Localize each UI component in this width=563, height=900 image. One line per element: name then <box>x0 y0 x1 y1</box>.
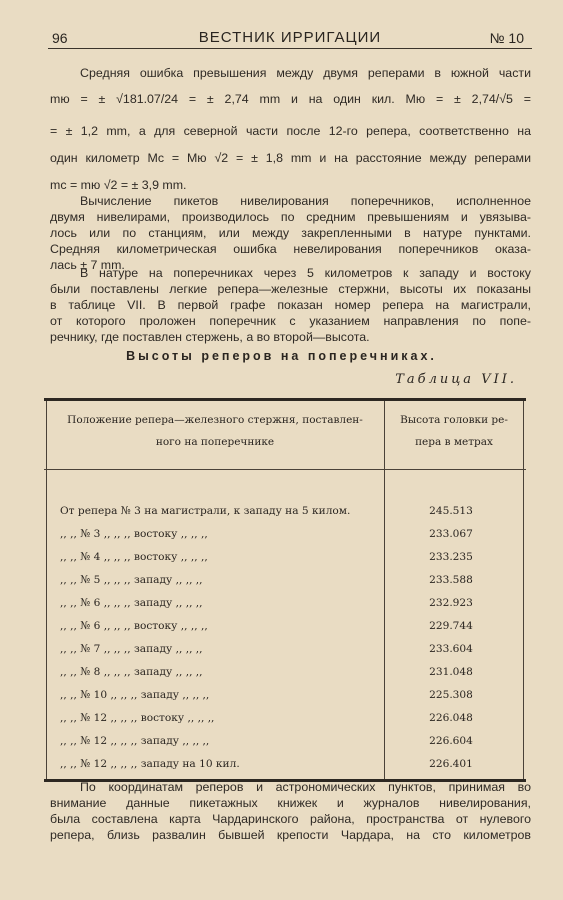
paragraph2-line: лось или по станциям, или между закрепленными в натуре пунктами. <box>50 226 531 240</box>
paragraph3-line: В натуре на поперечниках через 5 километров к западу и востоку <box>80 266 531 280</box>
paragraph2-line: двумя нивелирами, производилось по средним превышениям и увязыва- <box>50 210 531 224</box>
paragraph1-line: один километр Mс = Mю √2 = ± 1,8 mm и на расстояние между реперами <box>50 151 531 165</box>
paragraph1-line: mс = mю √2 = ± 3,9 mm. <box>50 178 187 192</box>
paragraph3-line: были поставлены легкие репера—железные стержни, высоты их показаны <box>50 282 531 296</box>
paragraph2-line: лась ± 7 mm. <box>50 258 125 272</box>
table-row: ,, ,, № 4 ,, ,, ,, востоку ,, ,, ,, 233.235 <box>60 551 473 563</box>
paragraph2-line: Средняя километрическая ошибка невелирования поперечников оказа- <box>50 242 531 256</box>
paragraph4-line: была составлена карта Чардаринского района, пространства от нулевого <box>50 812 531 826</box>
paragraph3-line: речнику, где поставлен стержень, а во второй—высота. <box>50 330 370 344</box>
page-number: 96 <box>52 30 68 46</box>
table-row: ,, ,, № 10 ,, ,, ,, западу ,, ,, ,, 225.308 <box>60 689 473 701</box>
paragraph4-line: По координатам реперов и астрономических пунктов, принимая во <box>80 780 531 794</box>
table-row: ,, ,, № 8 ,, ,, ,, западу ,, ,, ,, 231.048 <box>60 666 473 678</box>
table-row: ,, ,, № 6 ,, ,, ,, западу ,, ,, ,, 232.923 <box>60 597 473 609</box>
column-header-position: Положение репера—железного стержня, поставлен- ного на поперечнике <box>67 414 363 448</box>
paragraph4-line: внимание данные пикетажных книжек и журналов нивелирования, <box>50 796 531 810</box>
table-row: ,, ,, № 3 ,, ,, ,, востоку ,, ,, ,, 233.067 <box>60 528 473 540</box>
table-title: Высоты реперов на поперечниках. <box>126 349 437 363</box>
paragraph3-line: в таблице VII. В первой графе показан номер репера на магистрали, <box>50 298 531 312</box>
paragraph1-line: = ± 1,2 mm, а для северной части после 12-го репера, соответственно на <box>50 124 531 138</box>
page-header <box>48 28 532 49</box>
table-label: Таблица VII. <box>395 372 517 387</box>
issue-number: № 10 <box>489 30 524 46</box>
table-row: ,, ,, № 12 ,, ,, ,, западу на 10 кил. 226.401 <box>60 758 473 770</box>
table-row: ,, ,, № 5 ,, ,, ,, западу ,, ,, ,, 233.588 <box>60 574 473 586</box>
column-header-height: Высота головки ре- пера в метрах <box>400 414 508 448</box>
table-header-divider <box>44 469 526 470</box>
table-row: ,, ,, № 12 ,, ,, ,, востоку ,, ,, ,, 226.048 <box>60 712 473 724</box>
table-row: ,, ,, № 7 ,, ,, ,, западу ,, ,, ,, 233.604 <box>60 643 473 655</box>
heights-table <box>44 398 526 782</box>
paragraph2-line: Вычисление пикетов нивелирования поперечников, исполненное <box>80 194 531 208</box>
table-row: ,, ,, № 12 ,, ,, ,, западу ,, ,, ,, 226.604 <box>60 735 473 747</box>
paragraph3-line: от которого проложен поперечник с указанием направления по попе- <box>50 314 531 328</box>
paragraph1-line: Средняя ошибка превышения между двумя реперами в южной части <box>80 66 531 80</box>
table-row: От репера № 3 на магистрали, к западу на 5 килом. 245.513 <box>60 505 473 517</box>
journal-title: ВЕСТНИК ИРРИГАЦИИ <box>198 29 382 46</box>
paragraph4-line: репера, близь развалин бывшей крепости Чардара, на сто километров <box>50 828 531 842</box>
paragraph1-line: mю = ± √181.07/24 = ± 2,74 mm и на один кил. Mю = ± 2,74/√5 = <box>50 92 531 106</box>
table-row: ,, ,, № 6 ,, ,, ,, востоку ,, ,, ,, 229.744 <box>60 620 473 632</box>
